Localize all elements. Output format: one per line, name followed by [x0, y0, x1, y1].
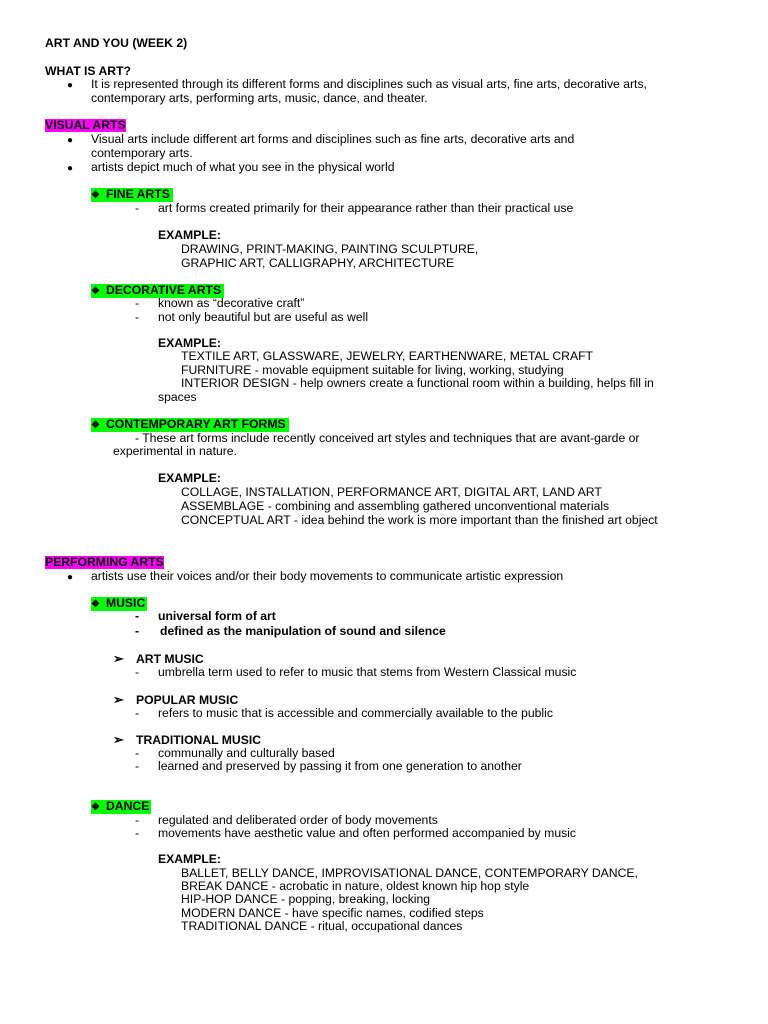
arrow-icon: ➢	[113, 732, 124, 747]
contemporary-heading-text: CONTEMPORARY ART FORMS	[105, 417, 286, 431]
dash-icon: -	[135, 813, 140, 827]
visual-arts-text-2: artists depict much of what you see in the physical world	[91, 160, 395, 174]
music-heading-text: MUSIC	[105, 596, 146, 610]
dash-icon: -	[135, 746, 140, 760]
decorative-arts-text-1: known as “decorative craft”	[158, 296, 305, 310]
decorative-arts-example-label: EXAMPLE:	[158, 336, 221, 350]
music-text-2: defined as the manipulation of sound and silence	[160, 624, 446, 638]
dance-text-1: regulated and deliberated order of body movements	[158, 813, 438, 827]
contemporary-example-label: EXAMPLE:	[158, 471, 221, 485]
traditional-music-heading: TRADITIONAL MUSIC	[136, 733, 262, 747]
contemporary-text: - These art forms include recently conceived art styles and techniques that are avant-garde or	[135, 431, 640, 445]
dance-example-1: BALLET, BELLY DANCE, IMPROVISATIONAL DANCE, CONTEMPORARY DANCE,	[181, 866, 638, 880]
diamond-icon: ❖	[91, 420, 100, 431]
popular-music-text: refers to music that is accessible and commercially available to the public	[158, 706, 553, 720]
dance-example-2: BREAK DANCE - acrobatic in nature, oldest known hip hop style	[181, 879, 530, 893]
dash-icon: -	[135, 201, 140, 215]
bullet-icon: ●	[67, 80, 74, 91]
diamond-icon: ❖	[91, 190, 100, 201]
decorative-arts-example-1: TEXTILE ART, GLASSWARE, JEWELRY, EARTHENWARE, METAL CRAFT	[181, 349, 593, 363]
fine-arts-example-1: DRAWING, PRINT-MAKING, PAINTING SCULPTURE,	[181, 242, 479, 256]
performing-arts-text: artists use their voices and/or their body movements to communicate artistic expression	[91, 569, 564, 583]
fine-arts-heading-text: FINE ARTS	[105, 187, 170, 201]
bullet-icon: ●	[67, 135, 74, 146]
dash-icon: -	[135, 826, 140, 840]
dance-text-2: movements have aesthetic value and often performed accompanied by music	[158, 826, 576, 840]
decorative-arts-example-3: INTERIOR DESIGN - help owners create a functional room within a building, helps fill in	[181, 376, 654, 390]
dash-icon: -	[135, 624, 140, 638]
dash-icon: -	[135, 706, 140, 720]
contemporary-example-1: COLLAGE, INSTALLATION, PERFORMANCE ART, DIGITAL ART, LAND ART	[181, 485, 602, 499]
dash-icon: -	[135, 310, 140, 324]
dash-icon: -	[135, 665, 140, 679]
diamond-icon: ❖	[91, 286, 100, 297]
dance-example-5: TRADITIONAL DANCE - ritual, occupational dances	[181, 919, 463, 933]
contemporary-example-2: ASSEMBLAGE - combining and assembling gathered unconventional materials	[181, 499, 610, 513]
diamond-icon: ❖	[91, 599, 100, 610]
contemporary-example-3: CONCEPTUAL ART - idea behind the work is more important than the finished art object	[181, 513, 658, 527]
fine-arts-text: art forms created primarily for their appearance rather than their practical use	[158, 201, 574, 215]
visual-arts-text-1: Visual arts include different art forms and disciplines such as fine arts, decorative arts and	[91, 132, 575, 146]
dance-example-3: HIP-HOP DANCE - popping, breaking, locking	[181, 892, 431, 906]
contemporary-text-cont: experimental in nature.	[113, 444, 237, 458]
traditional-music-text-2: learned and preserved by passing it from one generation to another	[158, 759, 522, 773]
traditional-music-text-1: communally and culturally based	[158, 746, 335, 760]
popular-music-heading: POPULAR MUSIC	[136, 693, 239, 707]
what-is-art-heading: WHAT IS ART?	[45, 64, 131, 78]
fine-arts-example-label: EXAMPLE:	[158, 228, 221, 242]
dance-heading	[91, 800, 151, 814]
dash-icon: -	[135, 296, 140, 310]
dance-heading-text: DANCE	[105, 799, 150, 813]
decorative-arts-example-2: FURNITURE - movable equipment suitable for living, working, studying	[181, 363, 564, 377]
art-music-heading: ART MUSIC	[136, 652, 204, 666]
decorative-arts-example-3-cont: spaces	[158, 390, 197, 404]
bullet-icon: ●	[67, 572, 74, 583]
arrow-icon: ➢	[113, 692, 124, 707]
dash-icon: -	[135, 609, 140, 623]
music-text-1: universal form of art	[158, 609, 276, 623]
dash-icon: -	[135, 759, 140, 773]
what-is-art-text-cont: contemporary arts, performing arts, music, dance, and theater.	[91, 91, 428, 105]
dance-example-4: MODERN DANCE - have specific names, codified steps	[181, 906, 484, 920]
decorative-arts-text-2: not only beautiful but are useful as well	[158, 310, 369, 324]
performing-arts-heading: PERFORMING ARTS	[45, 555, 164, 569]
document-title: ART AND YOU (WEEK 2)	[45, 36, 188, 50]
decorative-arts-heading-text: DECORATIVE ARTS	[105, 283, 222, 297]
dance-example-label: EXAMPLE:	[158, 852, 221, 866]
visual-arts-heading: VISUAL ARTS	[45, 118, 126, 132]
diamond-icon: ❖	[91, 802, 100, 813]
arrow-icon: ➢	[113, 651, 124, 666]
fine-arts-example-2: GRAPHIC ART, CALLIGRAPHY, ARCHITECTURE	[181, 256, 455, 270]
visual-arts-text-1-cont: contemporary arts.	[91, 146, 193, 160]
art-music-text: umbrella term used to refer to music that stems from Western Classical music	[158, 665, 577, 679]
bullet-icon: ●	[67, 163, 74, 174]
what-is-art-text: It is represented through its different forms and disciplines such as visual arts, fine arts, decorative arts,	[91, 77, 647, 91]
